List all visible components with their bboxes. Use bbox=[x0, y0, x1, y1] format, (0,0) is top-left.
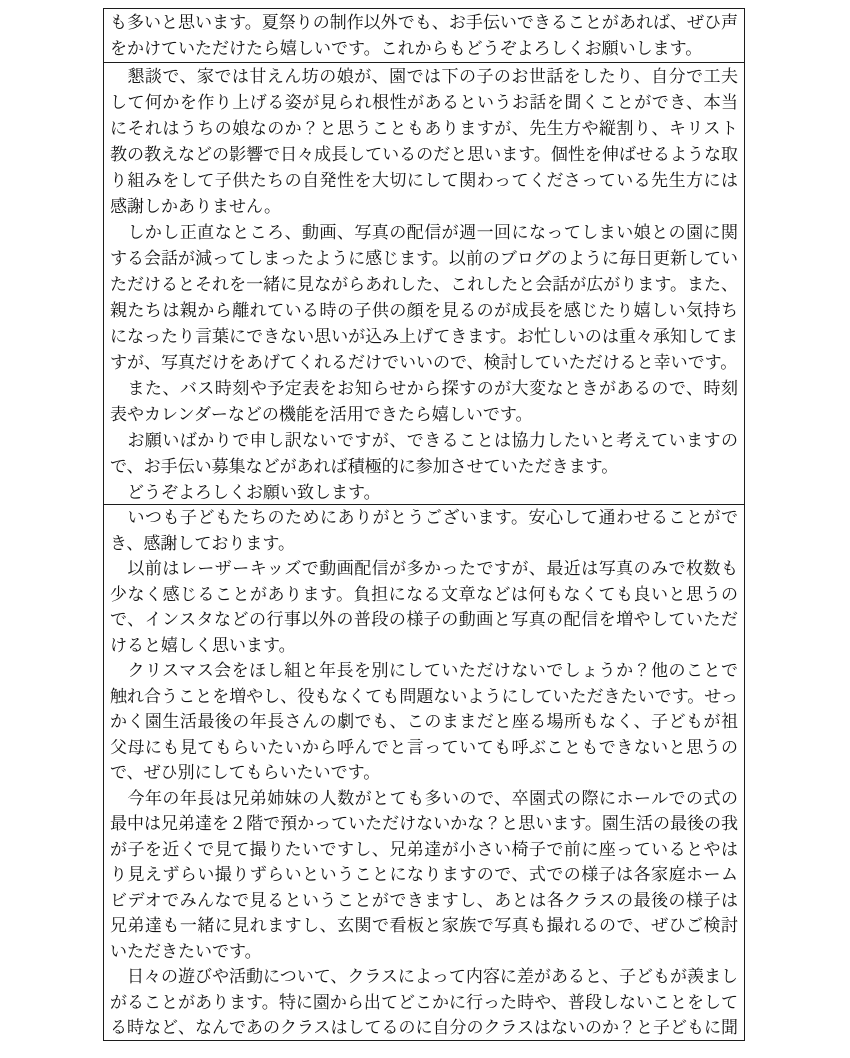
paragraph: も多いと思います。夏祭りの制作以外でも、お手伝いできることがあれば、ぜひ声をかけていただけたら嬉しいです。これからもどうぞよろしくお願いします。 bbox=[110, 13, 738, 59]
paragraph: お願いばかりで申し訳ないですが、できることは協力したいと考えていますので、お手伝い募集などがあれば積極的に参加させていただきます。 bbox=[110, 431, 738, 477]
paragraph: クリスマス会をほし組と年長を別にしていただけないでしょうか？他のことで触れ合うことを増やし、役もなくても問題ないようにしていただきたいです。せっかく園生活最後の年長さんの劇でも、このままだと座る場所もなく、子どもが祖父母にも見てもらいたいから呼んでと言っていても呼ぶこともできないと思うので、ぜひ別にしてもらいたいです。 bbox=[110, 661, 738, 783]
comment-table bbox=[103, 8, 745, 1041]
paragraph: 懇談で、家では甘えん坊の娘が、園では下の子のお世話をしたり、自分で工夫して何かを作り上げる姿が見られ根性があるというお話を聞くことができ、本当にそれはうちの娘なのか？と思うこともありますが、先生方や縦割り、キリスト教の教えなどの影響で日々成長しているのだと思います。個性を伸ばせるような取り組みをして子供たちの自発性を大切にして関わってくださっている先生方には感謝しかありません。 bbox=[110, 67, 738, 217]
comment-cell-1 bbox=[104, 62, 744, 504]
paragraph: いつも子どもたちのためにありがとうございます。安心して通わせることができ、感謝しております。 bbox=[110, 508, 738, 554]
paragraph: 以前はレーザーキッズで動画配信が多かったですが、最近は写真のみで枚数も少なく感じることがあります。負担になる文章などは何もなくても良いと思うので、インスタなどの行事以外の普段の様子の動画と写真の配信を増やしていただけると嬉しく思います。 bbox=[110, 559, 738, 656]
paragraph: 今年の年長は兄弟姉妹の人数がとても多いので、卒園式の際にホールでの式の最中は兄弟達を２階で預かっていただけないかな？と思います。園生活の最後の我が子を近くで見て撮りたいですし、兄弟達が小さい椅子で前に座っているとやはり見えずらい撮りずらいということになりますので、式での様子は各家庭ホームビデオでみんなで見るということができますし、あとは各クラスの最後の様子は兄弟達も一緒に見れますし、玄関で看板と家族で写真も撮れるので、ぜひご検討いただきたいです。 bbox=[110, 788, 738, 962]
comment-cell-0 bbox=[104, 9, 744, 62]
paragraph: どうぞよろしくお願い致します。 bbox=[110, 483, 381, 503]
comment-cell-2 bbox=[104, 504, 744, 1040]
paragraph: 日々の遊びや活動について、クラスによって内容に差があると、子どもが羨ましがることがあります。特に園から出てどこかに行った時や、普段しないことをしてる時など、なんであのクラスはしてるのに自分のクラスはないのか？と子どもに聞 bbox=[110, 967, 738, 1038]
paragraph: また、バス時刻や予定表をお知らせから探すのが大変なときがあるので、時刻表やカレンダーなどの機能を活用できたら嬉しいです。 bbox=[110, 379, 738, 425]
paragraph: しかし正直なところ、動画、写真の配信が週一回になってしまい娘との園に関する会話が減ってしまったように感じます。以前のブログのように毎日更新していただけるとそれを一緒に見ながらあれした、これしたと会話が広がります。また、親たちは親から離れている時の子供の顔を見るのが成長を感じたり嬉しい気持ちになったり言葉にできない思いが込み上げてきます。お忙しいのは重々承知してますが、写真だけをあげてくれるだけでいいので、検討していただけると幸いです。 bbox=[110, 223, 738, 373]
